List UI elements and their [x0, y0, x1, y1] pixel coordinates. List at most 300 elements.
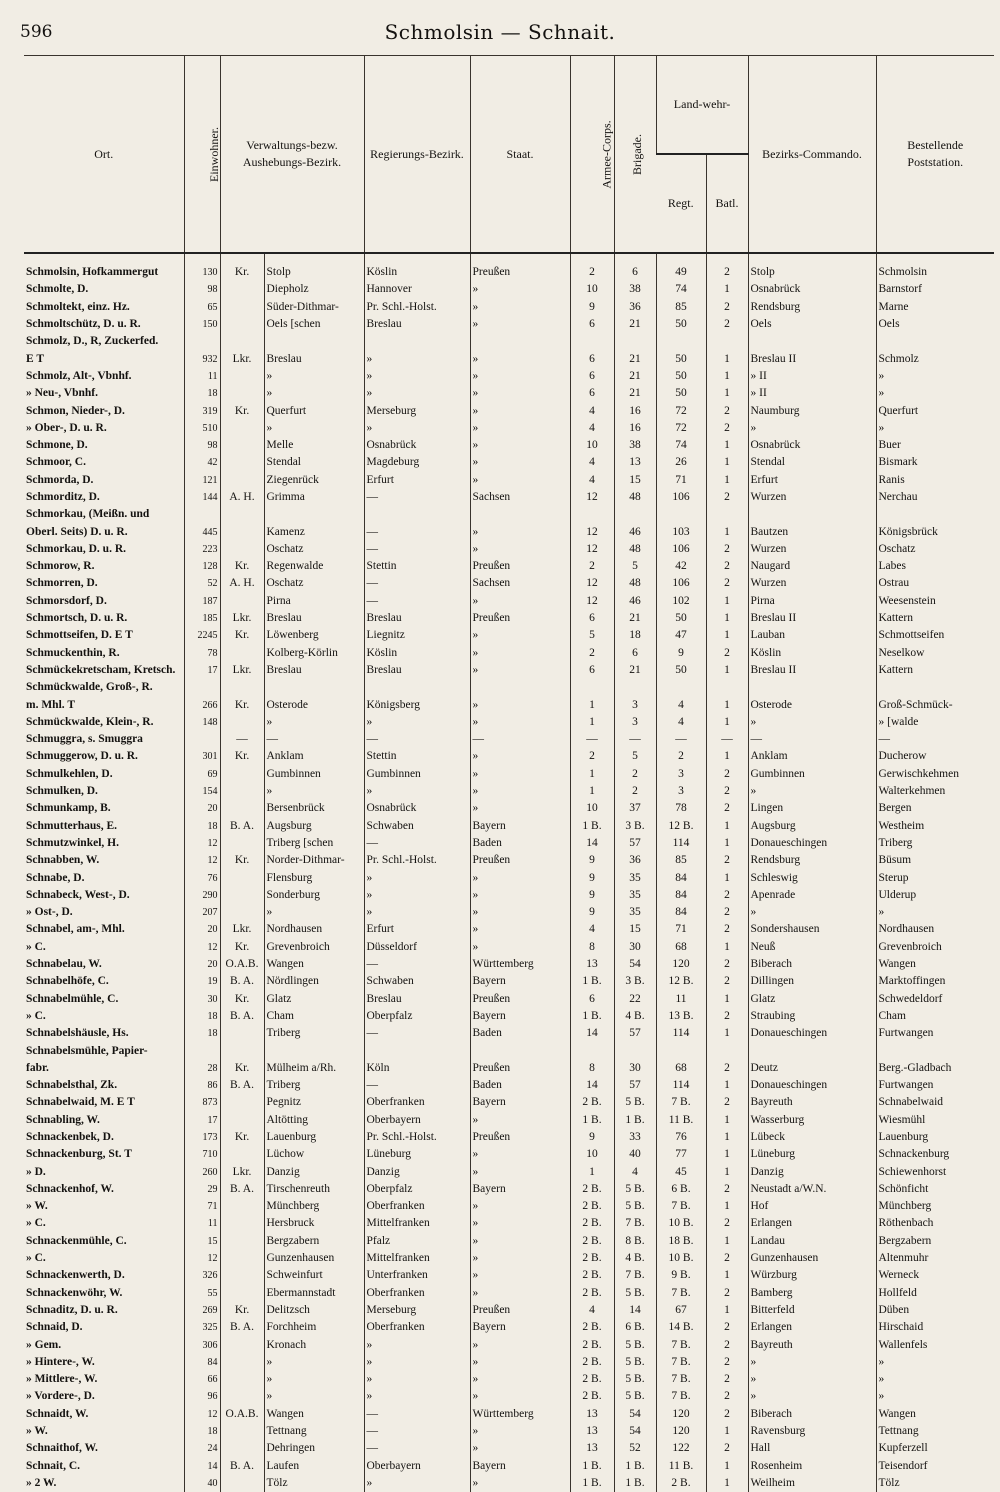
poststation-cell: Groß-Schmück- — [876, 696, 994, 713]
district-type-cell: Kr. — [220, 558, 264, 575]
regierungsbezirk-cell: » — [364, 1475, 470, 1492]
bezirks-commando-cell: Rosenheim — [748, 1457, 876, 1474]
armee-corps-cell — [570, 506, 614, 523]
armee-corps-cell: 2 B. — [570, 1285, 614, 1302]
place-name-cell: Schmuggerow, D. u. R. — [26, 750, 138, 763]
bezirks-commando-cell: Dillingen — [748, 973, 876, 990]
armee-corps-cell: — — [570, 731, 614, 748]
bezirks-commando-cell: Bayreuth — [748, 1336, 876, 1353]
place-name-cell: Schnabel, am-, Mhl. — [26, 923, 125, 936]
table-row — [24, 1371, 994, 1388]
armee-corps-cell: 13 — [570, 1440, 614, 1457]
district-cell: Nördlingen — [264, 973, 364, 990]
state-cell: » — [470, 368, 570, 385]
bezirks-commando-cell: Naumburg — [748, 402, 876, 419]
brigade-cell: 35 — [614, 887, 656, 904]
population-cell: 11 — [184, 368, 220, 385]
landwehr-bataillon-cell — [706, 506, 748, 523]
district-type-cell — [220, 333, 264, 350]
landwehr-regiment-cell: 67 — [656, 1302, 706, 1319]
landwehr-regiment-cell — [656, 1042, 706, 1059]
bezirks-commando-cell: Breslau II — [748, 350, 876, 367]
bezirks-commando-cell: Bitterfeld — [748, 1302, 876, 1319]
table-row — [24, 869, 994, 886]
district-type-cell: A. H. — [220, 489, 264, 506]
regierungsbezirk-cell: » — [364, 1354, 470, 1371]
landwehr-bataillon-cell: 1 — [706, 281, 748, 298]
landwehr-regiment-cell: 7 B. — [656, 1198, 706, 1215]
regierungsbezirk-cell: » — [364, 904, 470, 921]
place-name-cell: » Gem. — [26, 1338, 62, 1351]
bezirks-commando-cell: Glatz — [748, 990, 876, 1007]
table-row — [24, 489, 994, 506]
bezirks-commando-cell: » II — [748, 368, 876, 385]
landwehr-bataillon-cell: 1 — [706, 714, 748, 731]
state-cell: » — [470, 766, 570, 783]
population-cell: 15 — [184, 1233, 220, 1250]
place-name-cell: Schmorditz, D. — [26, 491, 100, 503]
landwehr-regiment-cell: 3 — [656, 783, 706, 800]
poststation-cell: Schönficht — [876, 1181, 994, 1198]
regierungsbezirk-cell: — — [364, 523, 470, 540]
population-cell: 185 — [184, 610, 220, 627]
regierungsbezirk-cell: Oberfranken — [364, 1285, 470, 1302]
bezirks-commando-cell: Wurzen — [748, 541, 876, 558]
brigade-cell: 2 — [614, 783, 656, 800]
bezirks-commando-cell: — — [748, 731, 876, 748]
brigade-cell: 21 — [614, 385, 656, 402]
armee-corps-cell: 1 B. — [570, 1112, 614, 1129]
table-row — [24, 1440, 994, 1457]
bezirks-commando-cell: Landau — [748, 1233, 876, 1250]
place-name-cell: Schmolte, D. — [26, 283, 89, 296]
district-type-cell: A. H. — [220, 575, 264, 592]
table-row — [24, 731, 994, 748]
brigade-cell: 5 — [614, 558, 656, 575]
bezirks-commando-cell — [748, 679, 876, 696]
table-row — [24, 575, 994, 592]
armee-corps-cell: 1 B. — [570, 973, 614, 990]
table-body — [24, 253, 994, 1492]
armee-corps-cell: 4 — [570, 454, 614, 471]
landwehr-regiment-cell: 71 — [656, 472, 706, 489]
state-cell: Preußen — [470, 610, 570, 627]
brigade-cell: 30 — [614, 1060, 656, 1077]
population-cell: 84 — [184, 1354, 220, 1371]
population-cell: 18 — [184, 1008, 220, 1025]
table-row — [24, 420, 994, 437]
header-poststation: Bestellende Poststation. — [876, 56, 994, 254]
regierungsbezirk-cell: » — [364, 887, 470, 904]
regierungsbezirk-cell: » — [364, 368, 470, 385]
state-cell: Sachsen — [470, 489, 570, 506]
landwehr-regiment-cell: 84 — [656, 904, 706, 921]
landwehr-bataillon-cell: 1 — [706, 696, 748, 713]
state-cell: » — [470, 1163, 570, 1180]
district-cell: Oschatz — [264, 541, 364, 558]
population-cell: 150 — [184, 316, 220, 333]
district-cell: Kolberg-Körlin — [264, 645, 364, 662]
poststation-cell: Hollfeld — [876, 1285, 994, 1302]
place-name-cell: Schmulkehlen, D. — [26, 767, 113, 780]
district-cell: Melle — [264, 437, 364, 454]
district-cell: Grimma — [264, 489, 364, 506]
district-type-cell — [220, 766, 264, 783]
armee-corps-cell: 9 — [570, 904, 614, 921]
district-cell: Flensburg — [264, 869, 364, 886]
state-cell: » — [470, 299, 570, 316]
landwehr-regiment-cell: 68 — [656, 1060, 706, 1077]
population-cell: 710 — [184, 1146, 220, 1163]
district-type-cell — [220, 420, 264, 437]
armee-corps-cell: 1 — [570, 766, 614, 783]
district-cell: Kronach — [264, 1336, 364, 1353]
brigade-cell: 35 — [614, 869, 656, 886]
brigade-cell: 7 B. — [614, 1215, 656, 1232]
bezirks-commando-cell: Rendsburg — [748, 852, 876, 869]
state-cell: » — [470, 472, 570, 489]
place-name-cell: Schmortsch, D. u. R. — [26, 612, 128, 625]
place-name-cell: » Neu-, Vbnhf. — [26, 387, 98, 400]
table-row — [24, 645, 994, 662]
landwehr-regiment-cell: 78 — [656, 800, 706, 817]
district-type-cell — [220, 1146, 264, 1163]
brigade-cell: 15 — [614, 921, 656, 938]
bezirks-commando-cell: Rendsburg — [748, 299, 876, 316]
table-row — [24, 1475, 994, 1492]
poststation-cell: Furtwangen — [876, 1025, 994, 1042]
state-cell: » — [470, 523, 570, 540]
population-cell: 326 — [184, 1267, 220, 1284]
district-type-cell — [220, 1094, 264, 1111]
bezirks-commando-cell: Osnabrück — [748, 437, 876, 454]
bezirks-commando-cell: Biberach — [748, 956, 876, 973]
landwehr-bataillon-cell: 2 — [706, 973, 748, 990]
table-row — [24, 627, 994, 644]
poststation-cell: Ranis — [876, 472, 994, 489]
place-name-cell: Schmorow, R. — [26, 560, 95, 573]
poststation-cell: Grevenbroich — [876, 939, 994, 956]
bezirks-commando-cell: Ravensburg — [748, 1423, 876, 1440]
regierungsbezirk-cell: Breslau — [364, 662, 470, 679]
brigade-cell: 4 B. — [614, 1250, 656, 1267]
header-staat: Staat. — [470, 56, 570, 254]
armee-corps-cell: 9 — [570, 869, 614, 886]
landwehr-regiment-cell: 6 B. — [656, 1181, 706, 1198]
regierungsbezirk-cell: — — [364, 1025, 470, 1042]
place-name-cell: Schmolz, Alt-, Vbnhf. — [26, 369, 132, 382]
brigade-cell: 2 — [614, 766, 656, 783]
brigade-cell: 35 — [614, 904, 656, 921]
brigade-cell — [614, 333, 656, 350]
landwehr-bataillon-cell: 2 — [706, 299, 748, 316]
landwehr-bataillon-cell: 2 — [706, 1215, 748, 1232]
landwehr-regiment-cell: 18 B. — [656, 1233, 706, 1250]
population-cell: 306 — [184, 1336, 220, 1353]
table-row — [24, 783, 994, 800]
landwehr-bataillon-cell: 1 — [706, 869, 748, 886]
table-row — [24, 281, 994, 298]
armee-corps-cell — [570, 679, 614, 696]
landwehr-bataillon-cell: 2 — [706, 956, 748, 973]
state-cell: » — [470, 887, 570, 904]
poststation-cell: Nordhausen — [876, 921, 994, 938]
landwehr-bataillon-cell: 1 — [706, 818, 748, 835]
bezirks-commando-cell: » — [748, 1371, 876, 1388]
population-cell: 14 — [184, 1457, 220, 1474]
brigade-cell: 21 — [614, 350, 656, 367]
armee-corps-cell: 2 B. — [570, 1233, 614, 1250]
population-cell: 20 — [184, 921, 220, 938]
regierungsbezirk-cell: Pfalz — [364, 1233, 470, 1250]
district-cell: Oschatz — [264, 575, 364, 592]
district-cell: Cham — [264, 1008, 364, 1025]
district-cell: Bersenbrück — [264, 800, 364, 817]
district-cell: Tirschenreuth — [264, 1181, 364, 1198]
place-name-cell: » W. — [26, 1200, 48, 1213]
place-name-cell: Schnabeck, West-, D. — [26, 888, 130, 901]
landwehr-bataillon-cell: 2 — [706, 420, 748, 437]
district-type-cell: B. A. — [220, 1319, 264, 1336]
district-type-cell — [220, 368, 264, 385]
armee-corps-cell: 1 — [570, 696, 614, 713]
district-type-cell: Lkr. — [220, 610, 264, 627]
table-row — [24, 299, 994, 316]
brigade-cell: 1 B. — [614, 1112, 656, 1129]
district-cell: Regenwalde — [264, 558, 364, 575]
brigade-cell: 38 — [614, 437, 656, 454]
landwehr-regiment-cell: 11 B. — [656, 1457, 706, 1474]
bezirks-commando-cell: Hall — [748, 1440, 876, 1457]
landwehr-regiment-cell: 13 B. — [656, 1008, 706, 1025]
table-row — [24, 1388, 994, 1405]
landwehr-bataillon-cell: 2 — [706, 1319, 748, 1336]
armee-corps-cell: 2 B. — [570, 1336, 614, 1353]
place-name-cell: Schnabelhöfe, C. — [26, 975, 109, 988]
district-type-cell: Kr. — [220, 939, 264, 956]
regierungsbezirk-cell: — — [364, 1406, 470, 1423]
regierungsbezirk-cell: Stettin — [364, 748, 470, 765]
landwehr-bataillon-cell: 1 — [706, 523, 748, 540]
landwehr-regiment-cell: 50 — [656, 350, 706, 367]
district-cell: Triberg — [264, 1077, 364, 1094]
district-type-cell — [220, 1440, 264, 1457]
armee-corps-cell: 2 — [570, 558, 614, 575]
landwehr-bataillon-cell: 2 — [706, 800, 748, 817]
landwehr-regiment-cell: 71 — [656, 921, 706, 938]
bezirks-commando-cell: Bayreuth — [748, 1094, 876, 1111]
regierungsbezirk-cell: Stettin — [364, 558, 470, 575]
regierungsbezirk-cell: Breslau — [364, 990, 470, 1007]
district-cell — [264, 506, 364, 523]
brigade-cell: 5 B. — [614, 1388, 656, 1405]
state-cell: » — [470, 800, 570, 817]
place-name-cell: » Ober-, D. u. R. — [26, 421, 107, 434]
bezirks-commando-cell: Köslin — [748, 645, 876, 662]
armee-corps-cell: 2 B. — [570, 1371, 614, 1388]
table-row — [24, 835, 994, 852]
armee-corps-cell: 9 — [570, 1129, 614, 1146]
place-name-cell: » Mittlere-, W. — [26, 1373, 98, 1386]
population-cell: 12 — [184, 939, 220, 956]
district-type-cell: Kr. — [220, 264, 264, 281]
place-name-cell: Schmückwalde, Klein-, R. — [26, 715, 154, 728]
bezirks-commando-cell: Donaueschingen — [748, 1025, 876, 1042]
table-row — [24, 1233, 994, 1250]
state-cell: Baden — [470, 835, 570, 852]
landwehr-bataillon-cell: 1 — [706, 368, 748, 385]
district-cell: Triberg — [264, 1025, 364, 1042]
armee-corps-cell: 1 — [570, 783, 614, 800]
population-cell: 2245 — [184, 627, 220, 644]
district-type-cell: Kr. — [220, 852, 264, 869]
state-cell: Württemberg — [470, 1406, 570, 1423]
district-cell: Bergzabern — [264, 1233, 364, 1250]
armee-corps-cell — [570, 333, 614, 350]
district-cell: Altötting — [264, 1112, 364, 1129]
table-row — [24, 1025, 994, 1042]
landwehr-bataillon-cell: 1 — [706, 385, 748, 402]
poststation-cell — [876, 506, 994, 523]
place-name-cell: Schmolsin, Hofkammergut — [26, 266, 159, 279]
place-name-cell: Schnackenburg, St. T — [26, 1148, 132, 1161]
district-cell: Forchheim — [264, 1319, 364, 1336]
poststation-cell: Ostrau — [876, 575, 994, 592]
brigade-cell: 5 B. — [614, 1285, 656, 1302]
district-cell: » — [264, 420, 364, 437]
state-cell: » — [470, 783, 570, 800]
state-cell: » — [470, 316, 570, 333]
place-name-cell: Schmolz, D., R, Zuckerfed. — [26, 335, 159, 348]
table-row — [24, 1302, 994, 1319]
poststation-cell: Ducherow — [876, 748, 994, 765]
armee-corps-cell: 6 — [570, 368, 614, 385]
population-cell: 18 — [184, 385, 220, 402]
landwehr-bataillon-cell: 2 — [706, 887, 748, 904]
place-name-cell: Schnait, C. — [26, 1459, 80, 1472]
landwehr-bataillon-cell: 2 — [706, 575, 748, 592]
table-row — [24, 1198, 994, 1215]
armee-corps-cell: 2 B. — [570, 1388, 614, 1405]
brigade-cell: — — [614, 731, 656, 748]
table-row — [24, 973, 994, 990]
brigade-cell: 3 — [614, 696, 656, 713]
district-type-cell — [220, 1215, 264, 1232]
state-cell: Preußen — [470, 1302, 570, 1319]
brigade-cell: 46 — [614, 523, 656, 540]
district-cell: Mülheim a/Rh. — [264, 1060, 364, 1077]
regierungsbezirk-cell: Lüneburg — [364, 1146, 470, 1163]
table-row — [24, 264, 994, 281]
table-row — [24, 921, 994, 938]
table-row — [24, 472, 994, 489]
armee-corps-cell: 2 B. — [570, 1215, 614, 1232]
poststation-cell: Westheim — [876, 818, 994, 835]
population-cell: 148 — [184, 714, 220, 731]
population-cell: 18 — [184, 1025, 220, 1042]
district-cell — [264, 333, 364, 350]
brigade-cell: 46 — [614, 593, 656, 610]
state-cell: » — [470, 748, 570, 765]
table-row — [24, 437, 994, 454]
armee-corps-cell: 2 B. — [570, 1094, 614, 1111]
brigade-cell: 5 B. — [614, 1198, 656, 1215]
population-cell: 18 — [184, 818, 220, 835]
district-type-cell: Kr. — [220, 696, 264, 713]
district-cell: Löwenberg — [264, 627, 364, 644]
armee-corps-cell: 4 — [570, 921, 614, 938]
table-row — [24, 541, 994, 558]
brigade-cell: 1 B. — [614, 1475, 656, 1492]
district-type-cell — [220, 472, 264, 489]
landwehr-bataillon-cell: 1 — [706, 610, 748, 627]
bezirks-commando-cell: Gumbinnen — [748, 766, 876, 783]
bezirks-commando-cell: Naugard — [748, 558, 876, 575]
place-name-cell: Schnackenmühle, C. — [26, 1234, 127, 1247]
bezirks-commando-cell: Wasserburg — [748, 1112, 876, 1129]
population-cell: 20 — [184, 956, 220, 973]
poststation-cell: Tettnang — [876, 1423, 994, 1440]
landwehr-bataillon-cell: 1 — [706, 1112, 748, 1129]
brigade-cell: 21 — [614, 662, 656, 679]
district-cell: Gunzenhausen — [264, 1250, 364, 1267]
state-cell: Baden — [470, 1025, 570, 1042]
district-type-cell — [220, 454, 264, 471]
poststation-cell: Bergen — [876, 800, 994, 817]
regierungsbezirk-cell: Oberfranken — [364, 1198, 470, 1215]
district-cell: » — [264, 1371, 364, 1388]
population-cell: 290 — [184, 887, 220, 904]
landwehr-regiment-cell: 114 — [656, 1025, 706, 1042]
population-cell: 18 — [184, 1423, 220, 1440]
armee-corps-cell: 12 — [570, 541, 614, 558]
district-type-cell — [220, 1388, 264, 1405]
landwehr-regiment-cell: — — [656, 731, 706, 748]
armee-corps-cell: 13 — [570, 1406, 614, 1423]
brigade-cell: 3 B. — [614, 818, 656, 835]
brigade-cell: 6 — [614, 645, 656, 662]
table-row — [24, 454, 994, 471]
bezirks-commando-cell: Schleswig — [748, 869, 876, 886]
poststation-cell: Furtwangen — [876, 1077, 994, 1094]
district-type-cell: B. A. — [220, 973, 264, 990]
population-cell: 24 — [184, 1440, 220, 1457]
regierungsbezirk-cell: Pr. Schl.-Holst. — [364, 299, 470, 316]
district-type-cell — [220, 385, 264, 402]
regierungsbezirk-cell: » — [364, 783, 470, 800]
landwehr-regiment-cell: 26 — [656, 454, 706, 471]
armee-corps-cell: 1 — [570, 1163, 614, 1180]
bezirks-commando-cell: Pirna — [748, 593, 876, 610]
bezirks-commando-cell: Weilheim — [748, 1475, 876, 1492]
table-row — [24, 385, 994, 402]
place-name-cell: Schmorkau, D. u. R. — [26, 542, 127, 555]
population-cell: 445 — [184, 523, 220, 540]
district-type-cell: B. A. — [220, 1457, 264, 1474]
regierungsbezirk-cell: Liegnitz — [364, 627, 470, 644]
district-cell: Oels [schen — [264, 316, 364, 333]
population-cell: 128 — [184, 558, 220, 575]
landwehr-bataillon-cell: 2 — [706, 1181, 748, 1198]
landwehr-regiment-cell: 11 B. — [656, 1112, 706, 1129]
regierungsbezirk-cell: Oberbayern — [364, 1457, 470, 1474]
population-cell: 71 — [184, 1198, 220, 1215]
bezirks-commando-cell: » — [748, 1388, 876, 1405]
regierungsbezirk-cell: Osnabrück — [364, 437, 470, 454]
district-cell: Ebermannstadt — [264, 1285, 364, 1302]
poststation-cell: Oels — [876, 316, 994, 333]
district-type-cell — [220, 1336, 264, 1353]
